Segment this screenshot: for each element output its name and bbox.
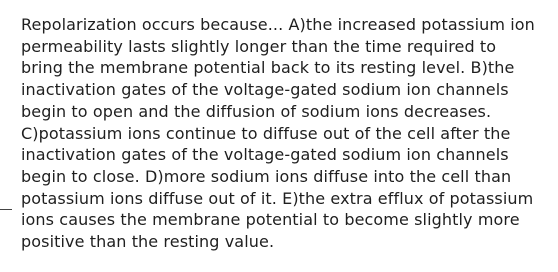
question-text: Repolarization occurs because... A)the increased potassium ion permeability lasts slightly longer than the time required to bring the membrane potential back to its resting level. B)the inactivation gates of the voltage-gated sodium ion channels begin to open and the diffusion of sodium ions decreases. C)potassium ions continue to diffuse out of the cell after the inactivation gates of the voltage-gated sodium ion channels begin to close. D)more sodium ions diffuse into the cell than potassium ions diffuse out of it. E)the extra efflux of potassium ions causes the membrane potential to become slightly more positive than the resting value.	[21, 15, 535, 252]
edge-mark	[0, 209, 12, 210]
